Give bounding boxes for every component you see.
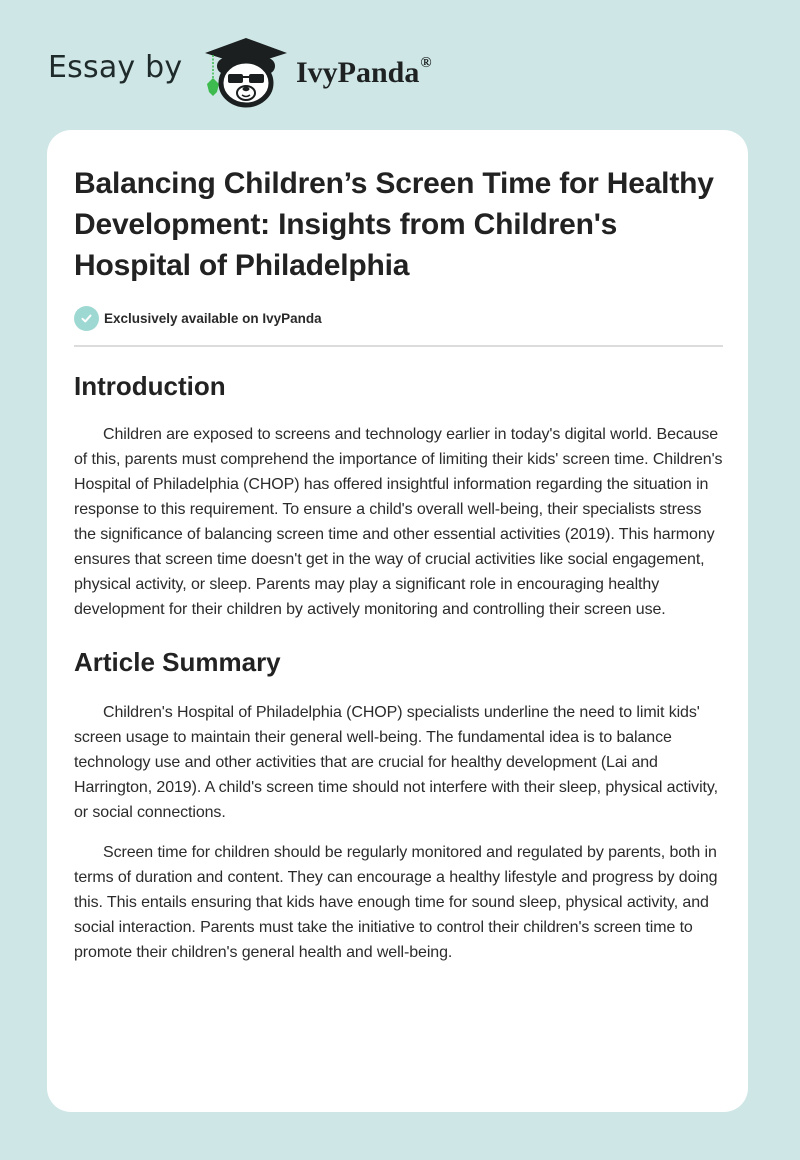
brand-logo-text[interactable]: IvyPanda® [296, 55, 432, 89]
essay-title: Balancing Children’s Screen Time for Healthy Development: Insights from Children's Hospital of Philadelphia [74, 167, 714, 282]
site-header [0, 0, 800, 130]
essay-card [47, 130, 748, 1112]
panda-graduation-cap-icon[interactable] [203, 36, 289, 108]
paragraph: Children's Hospital of Philadelphia (CHOP) specialists underline the need to limit kids' screen usage to maintain their general well-being. The fundamental idea is to balance technology use and other activities that are crucial for healthy development (Lai and Harrington, 2019). A child's screen time should not interfere with their sleep, physical activity, or social connections. [74, 704, 718, 821]
essay-by-label: Essay by [48, 50, 183, 85]
divider [74, 345, 723, 347]
exclusive-label: Exclusively available on IvyPanda [104, 311, 322, 326]
exclusive-badge [74, 306, 322, 331]
check-circle-icon [74, 306, 99, 331]
section-heading-article-summary: Article Summary [74, 647, 281, 677]
essay-body [74, 366, 724, 965]
section-heading-introduction: Introduction [74, 371, 226, 401]
paragraph: Children are exposed to screens and technology earlier in today's digital world. Because of this, parents must comprehend the importance of limiting their kids' screen time. Children's Hospital of Philadelphia (CHOP) has offered insightful information regarding the situation in response to this requirement. To ensure a child's overall well-being, their specialists stress the significance of balancing screen time and other essential activities (2019). This harmony ensures that screen time doesn't get in the way of crucial activities like social engagement, physical activity, or sleep. Parents may play a significant role in encouraging healthy development for their children by actively monitoring and controlling their screen use. [74, 426, 723, 618]
paragraph: Screen time for children should be regularly monitored and regulated by parents, both in terms of duration and content. They can encourage a healthy lifestyle and progress by doing this. This entails ensuring that kids have enough time for sound sleep, physical activity, and social interaction. Parents must take the initiative to control their children's screen time to promote their children's general health and well-being. [74, 844, 718, 961]
